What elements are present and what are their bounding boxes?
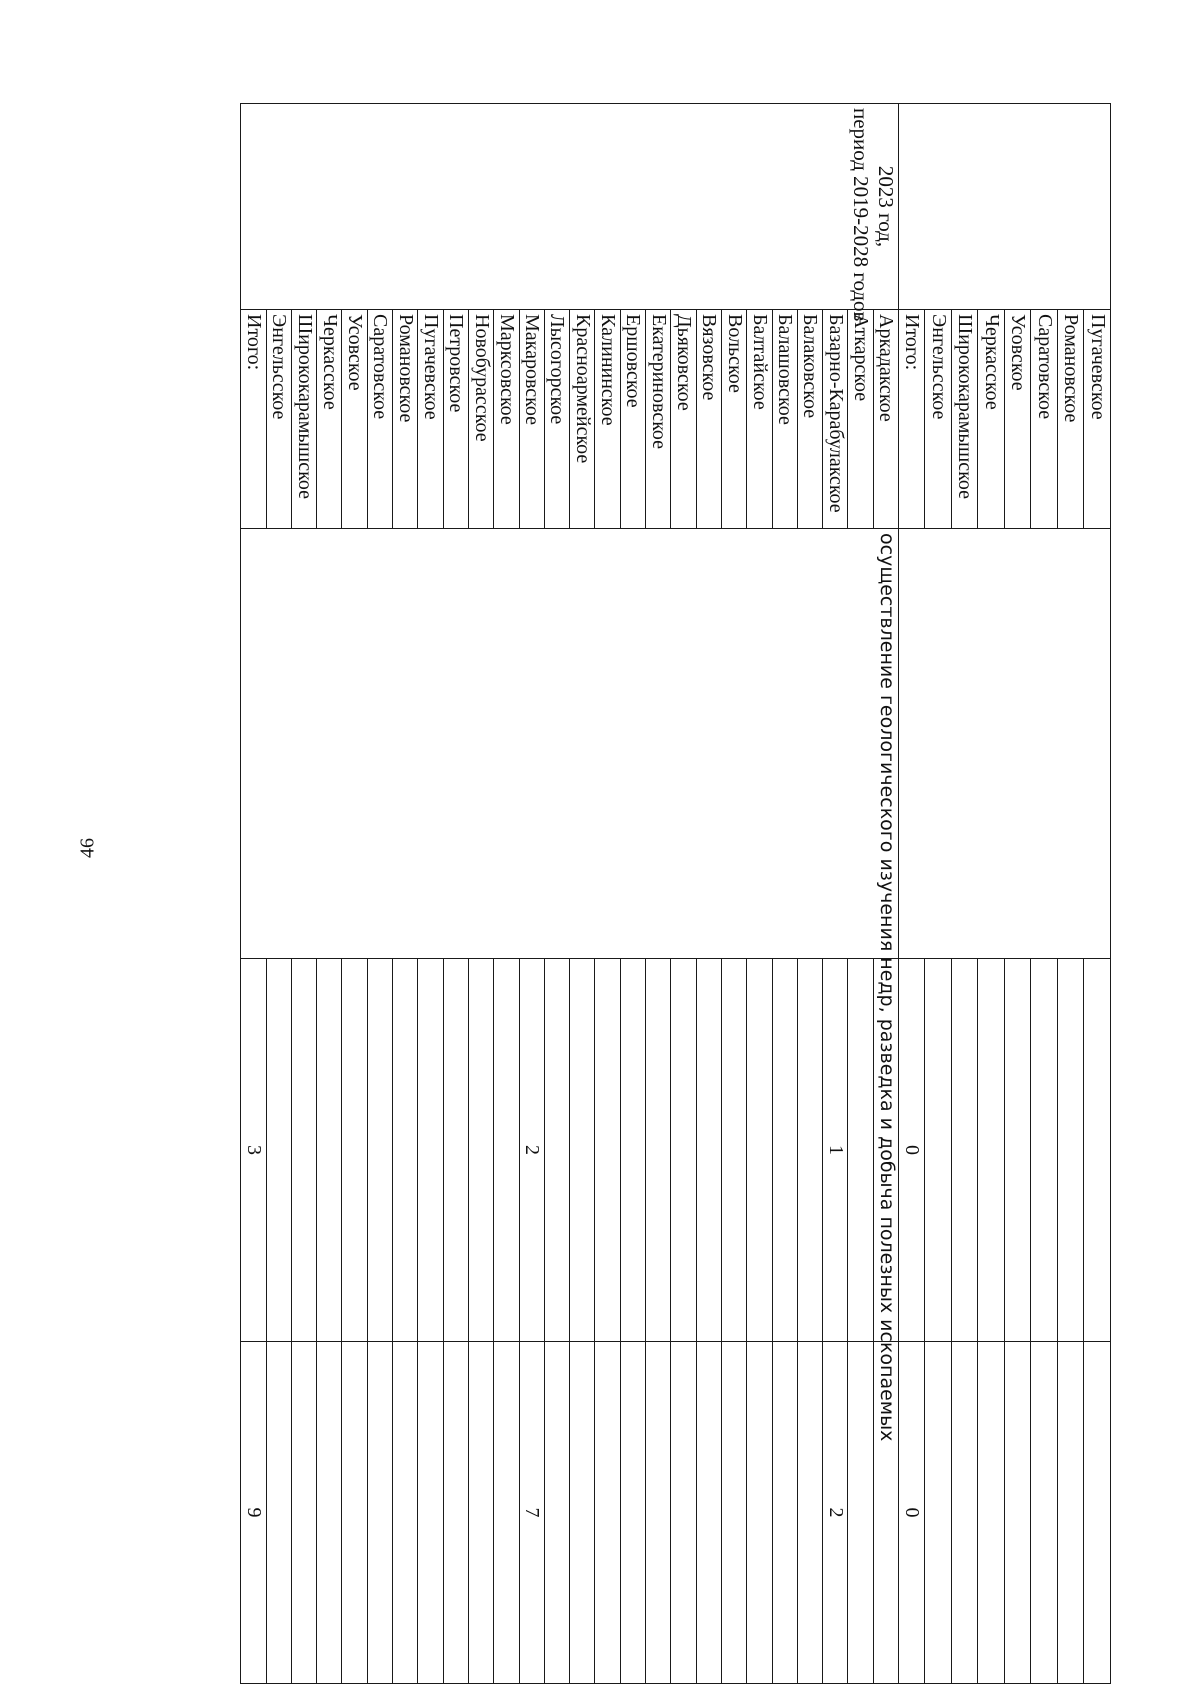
value-a-cell xyxy=(772,959,797,1342)
value-b-cell: 7 xyxy=(519,1342,544,1684)
municipality-name: Балаковское xyxy=(797,310,822,529)
value-b-cell xyxy=(393,1342,418,1684)
table-row xyxy=(1084,104,1111,1684)
table-body xyxy=(241,104,1111,1684)
table-row xyxy=(873,104,898,1684)
municipality-name: Аркадакское xyxy=(873,310,898,529)
value-b-cell: 2 xyxy=(823,1342,848,1684)
value-a-cell xyxy=(671,959,696,1342)
value-b-cell xyxy=(721,1342,746,1684)
value-b-cell xyxy=(342,1342,367,1684)
rotated-table-container xyxy=(242,103,1111,1683)
municipality-name: Аткарское xyxy=(848,310,873,529)
value-a-cell xyxy=(595,959,620,1342)
value-b-cell xyxy=(797,1342,822,1684)
value-b-cell xyxy=(925,1342,952,1684)
value-a-cell xyxy=(443,959,468,1342)
value-a-cell xyxy=(952,959,979,1342)
value-b-cell xyxy=(696,1342,721,1684)
municipality-name: Итого: xyxy=(241,310,266,529)
value-a-cell xyxy=(1031,959,1058,1342)
value-b-cell xyxy=(978,1342,1005,1684)
value-a-cell: 0 xyxy=(899,959,926,1342)
value-a-cell xyxy=(1005,959,1032,1342)
period-cell xyxy=(899,104,1111,310)
municipality-name: Ширококарамышское xyxy=(952,310,979,529)
value-a-cell: 1 xyxy=(823,959,848,1342)
municipality-name: Лысогорское xyxy=(544,310,569,529)
value-b-cell xyxy=(494,1342,519,1684)
value-a-cell xyxy=(342,959,367,1342)
value-b-cell xyxy=(266,1342,291,1684)
value-b-cell: 9 xyxy=(241,1342,266,1684)
activity-cell xyxy=(899,529,1111,959)
value-b-cell xyxy=(291,1342,316,1684)
value-a-cell: 2 xyxy=(519,959,544,1342)
value-b-cell xyxy=(848,1342,873,1684)
value-a-cell xyxy=(848,959,873,1342)
value-b-cell: 0 xyxy=(899,1342,926,1684)
value-b-cell xyxy=(1058,1342,1085,1684)
page-number: 46 xyxy=(76,838,99,858)
municipality-name: Балтайское xyxy=(747,310,772,529)
value-a-cell xyxy=(317,959,342,1342)
value-b-cell xyxy=(646,1342,671,1684)
value-a-cell xyxy=(291,959,316,1342)
municipality-name: Марксовское xyxy=(494,310,519,529)
municipality-name: Усовское xyxy=(342,310,367,529)
municipality-name: Саратовское xyxy=(367,310,392,529)
value-b-cell xyxy=(671,1342,696,1684)
municipality-name: Романовское xyxy=(1058,310,1085,529)
value-b-cell xyxy=(952,1342,979,1684)
municipality-name: Дьяковское xyxy=(671,310,696,529)
municipality-name: Саратовское xyxy=(1031,310,1058,529)
value-b-cell xyxy=(1031,1342,1058,1684)
value-a-cell xyxy=(978,959,1005,1342)
municipality-name: Усовское xyxy=(1005,310,1032,529)
value-b-cell xyxy=(570,1342,595,1684)
value-b-cell xyxy=(544,1342,569,1684)
value-a-cell xyxy=(747,959,772,1342)
value-a-cell xyxy=(1084,959,1111,1342)
municipality-name: Пугачевское xyxy=(1084,310,1111,529)
value-b-cell xyxy=(595,1342,620,1684)
activity-cell: осуществление геологического изучения недр, разведка и добыча полезных ископаемых xyxy=(241,529,899,959)
value-b-cell xyxy=(1084,1342,1111,1684)
municipality-name: Ершовское xyxy=(620,310,645,529)
data-table xyxy=(240,103,1111,1684)
municipality-name: Энгельсское xyxy=(925,310,952,529)
municipality-name: Вязовское xyxy=(696,310,721,529)
municipality-name: Калининское xyxy=(595,310,620,529)
value-a-cell xyxy=(1058,959,1085,1342)
municipality-name: Пугачевское xyxy=(418,310,443,529)
value-a-cell xyxy=(797,959,822,1342)
municipality-name: Вольское xyxy=(721,310,746,529)
period-line: период 2019-2028 годов xyxy=(848,108,873,322)
municipality-name: Балашовское xyxy=(772,310,797,529)
value-a-cell xyxy=(925,959,952,1342)
value-a-cell xyxy=(570,959,595,1342)
value-b-cell xyxy=(443,1342,468,1684)
value-b-cell xyxy=(747,1342,772,1684)
value-b-cell xyxy=(1005,1342,1032,1684)
value-a-cell xyxy=(266,959,291,1342)
value-a-cell xyxy=(721,959,746,1342)
value-a-cell xyxy=(696,959,721,1342)
municipality-name: Черкасское xyxy=(978,310,1005,529)
value-b-cell xyxy=(468,1342,493,1684)
value-a-cell xyxy=(367,959,392,1342)
value-a-cell xyxy=(646,959,671,1342)
value-a-cell xyxy=(468,959,493,1342)
municipality-name: Базарно-Карабулакское xyxy=(823,310,848,529)
municipality-name: Петровское xyxy=(443,310,468,529)
municipality-name: Романовское xyxy=(393,310,418,529)
period-line: 2023 год, xyxy=(874,165,898,248)
value-b-cell xyxy=(317,1342,342,1684)
value-a-cell xyxy=(544,959,569,1342)
municipality-name: Ширококарамышское xyxy=(291,310,316,529)
value-b-cell xyxy=(418,1342,443,1684)
municipality-name: Новобурасское xyxy=(468,310,493,529)
value-b-cell xyxy=(620,1342,645,1684)
value-a-cell xyxy=(494,959,519,1342)
value-a-cell xyxy=(418,959,443,1342)
period-cell xyxy=(241,104,899,322)
municipality-name: Черкасское xyxy=(317,310,342,529)
municipality-name: Макаровское xyxy=(519,310,544,529)
value-b-cell xyxy=(772,1342,797,1684)
municipality-name: Итого: xyxy=(899,310,926,529)
value-a-cell xyxy=(620,959,645,1342)
value-a-cell: 3 xyxy=(241,959,266,1342)
value-a-cell xyxy=(393,959,418,1342)
municipality-name: Энгельсское xyxy=(266,310,291,529)
value-b-cell xyxy=(367,1342,392,1684)
municipality-name: Красноармейское xyxy=(570,310,595,529)
municipality-name: Екатериновское xyxy=(646,310,671,529)
